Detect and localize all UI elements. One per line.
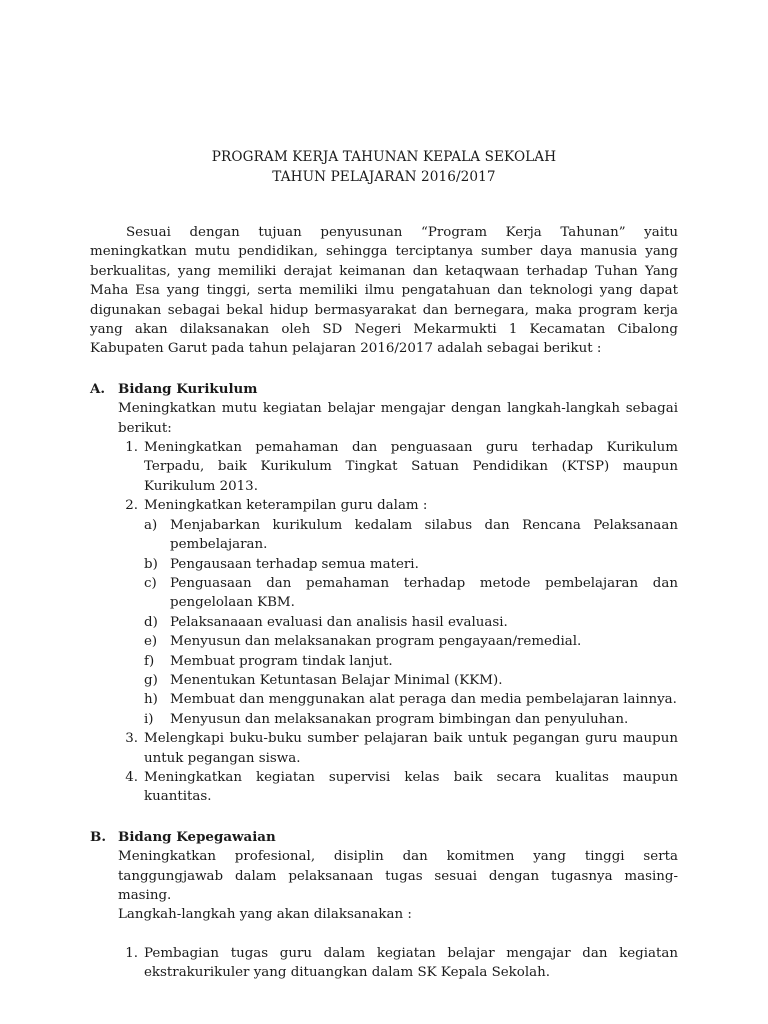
title-line-1: PROGRAM KERJA TAHUNAN KEPALA SEKOLAH <box>211 149 557 165</box>
list-marker: 1. <box>125 945 138 961</box>
sub-list-marker: d) <box>144 614 158 630</box>
sub-list-marker: c) <box>144 575 157 591</box>
sub-list-item <box>144 710 678 729</box>
list-item-content <box>144 496 678 729</box>
sub-list-marker: g) <box>144 672 158 688</box>
section-intro: Meningkatkan mutu kegiatan belajar mengajar dengan langkah-langkah sebagai berikut: <box>118 401 678 436</box>
section-letter: B. <box>90 828 106 845</box>
sub-list <box>144 516 678 729</box>
list-marker: 2. <box>125 498 138 514</box>
sub-list-text: Menentukan Ketuntasan Belajar Minimal (KKM). <box>170 672 503 688</box>
list-item-text: Meningkatkan keterampilan guru dalam : <box>144 498 428 514</box>
document-title <box>90 148 678 187</box>
sub-list-marker: a) <box>144 517 158 533</box>
section-title: Bidang Kurikulum <box>118 380 258 397</box>
sub-list-item <box>144 671 678 690</box>
sub-list-text: Membuat dan menggunakan alat peraga dan media pembelajaran lainnya. <box>170 692 677 708</box>
section-intro: Meningkatkan profesional, disiplin dan komitmen yang tinggi serta tanggungjawab dalam pelaksanaan tugas sesuai dengan tugasnya masing-masing. <box>118 849 678 903</box>
spacer <box>118 925 678 944</box>
document-page <box>90 148 678 983</box>
sub-list-marker: h) <box>144 692 158 708</box>
title-line-2: TAHUN PELAJARAN 2016/2017 <box>272 168 496 185</box>
list-marker: 3. <box>125 731 138 747</box>
list-item-text: Pembagian tugas guru dalam kegiatan belajar mengajar dan kegiatan ekstrakurikuler yang dituangkan dalam SK Kepala Sekolah. <box>144 945 678 981</box>
numbered-list <box>118 944 678 983</box>
sub-list-item <box>144 632 678 651</box>
section-title: Bidang Kepegawaian <box>118 828 276 845</box>
section-kurikulum <box>90 380 678 807</box>
section-body <box>118 847 678 982</box>
list-item <box>118 768 678 807</box>
sub-list-marker: e) <box>144 634 158 650</box>
sub-list-marker: b) <box>144 556 158 572</box>
list-item-text: Melengkapi buku-buku sumber pelajaran baik untuk pegangan guru maupun untuk pegangan siswa. <box>144 731 678 766</box>
sub-list-text: Pengausaan terhadap semua materi. <box>170 556 419 572</box>
list-marker: 4. <box>125 769 138 785</box>
intro-paragraph: Sesuai dengan tujuan penyusunan “Program Kerja Tahunan” yaitu meningkatkan mutu pendidikan, sehingga terciptanya sumber daya manusia yang berkualitas, yang memiliki derajat keimanan dan ketaqwaan terhadap Tuhan Yang Maha Esa yang tinggi, serta memiliki ilmu pengatahuan dan teknologi yang dapat digunakan sebagai bekal hidup bermasyarakat dan bernegara, maka program kerja yang akan dilaksanakan oleh SD Negeri Mekarmukti 1 Kecamatan Cibalong Kabupaten Garut pada tahun pelajaran 2016/2017 adalah sebagai berikut : <box>90 225 678 357</box>
sub-list-marker: i) <box>144 711 154 727</box>
sub-list-text: Membuat program tindak lanjut. <box>170 653 393 669</box>
sub-list-text: Menyusun dan melaksanakan program bimbingan dan penyuluhan. <box>170 711 629 727</box>
section-heading <box>90 828 678 847</box>
section-kepegawaian <box>90 828 678 983</box>
list-item-text: Meningkatkan pemahaman dan penguasaan guru terhadap Kurikulum Terpadu, baik Kurikulum Tingkat Satuan Pendidikan (KTSP) maupun Kurikulum 2013. <box>144 440 678 494</box>
section-body <box>118 399 678 807</box>
numbered-list <box>118 438 678 807</box>
section-letter: A. <box>90 380 106 397</box>
section-intro-steps: Langkah-langkah yang akan dilaksanakan : <box>118 907 412 923</box>
sub-list-text: Menjabarkan kurikulum kedalam silabus dan Rencana Pelaksanaan pembelajaran. <box>170 517 678 553</box>
sub-list-item <box>144 555 678 574</box>
section-heading <box>90 380 678 399</box>
list-item-text: Meningkatkan kegiatan supervisi kelas baik secara kualitas maupun kuantitas. <box>144 769 678 805</box>
list-item <box>118 944 678 983</box>
sub-list-text: Menyusun dan melaksanakan program pengayaan/remedial. <box>170 634 582 650</box>
sub-list-text: Pelaksanaaan evaluasi dan analisis hasil evaluasi. <box>170 614 508 630</box>
list-item <box>118 729 678 768</box>
sub-list-text: Penguasaan dan pemahaman terhadap metode pembelajaran dan pengelolaan KBM. <box>170 575 678 611</box>
list-marker: 1. <box>125 440 138 456</box>
sub-list-item <box>144 652 678 671</box>
sub-list-item <box>144 516 678 555</box>
list-item <box>118 438 678 496</box>
list-item <box>118 496 678 729</box>
sub-list-item <box>144 613 678 632</box>
sub-list-item <box>144 574 678 613</box>
sub-list-marker: f) <box>144 653 155 669</box>
sub-list-item <box>144 690 678 709</box>
